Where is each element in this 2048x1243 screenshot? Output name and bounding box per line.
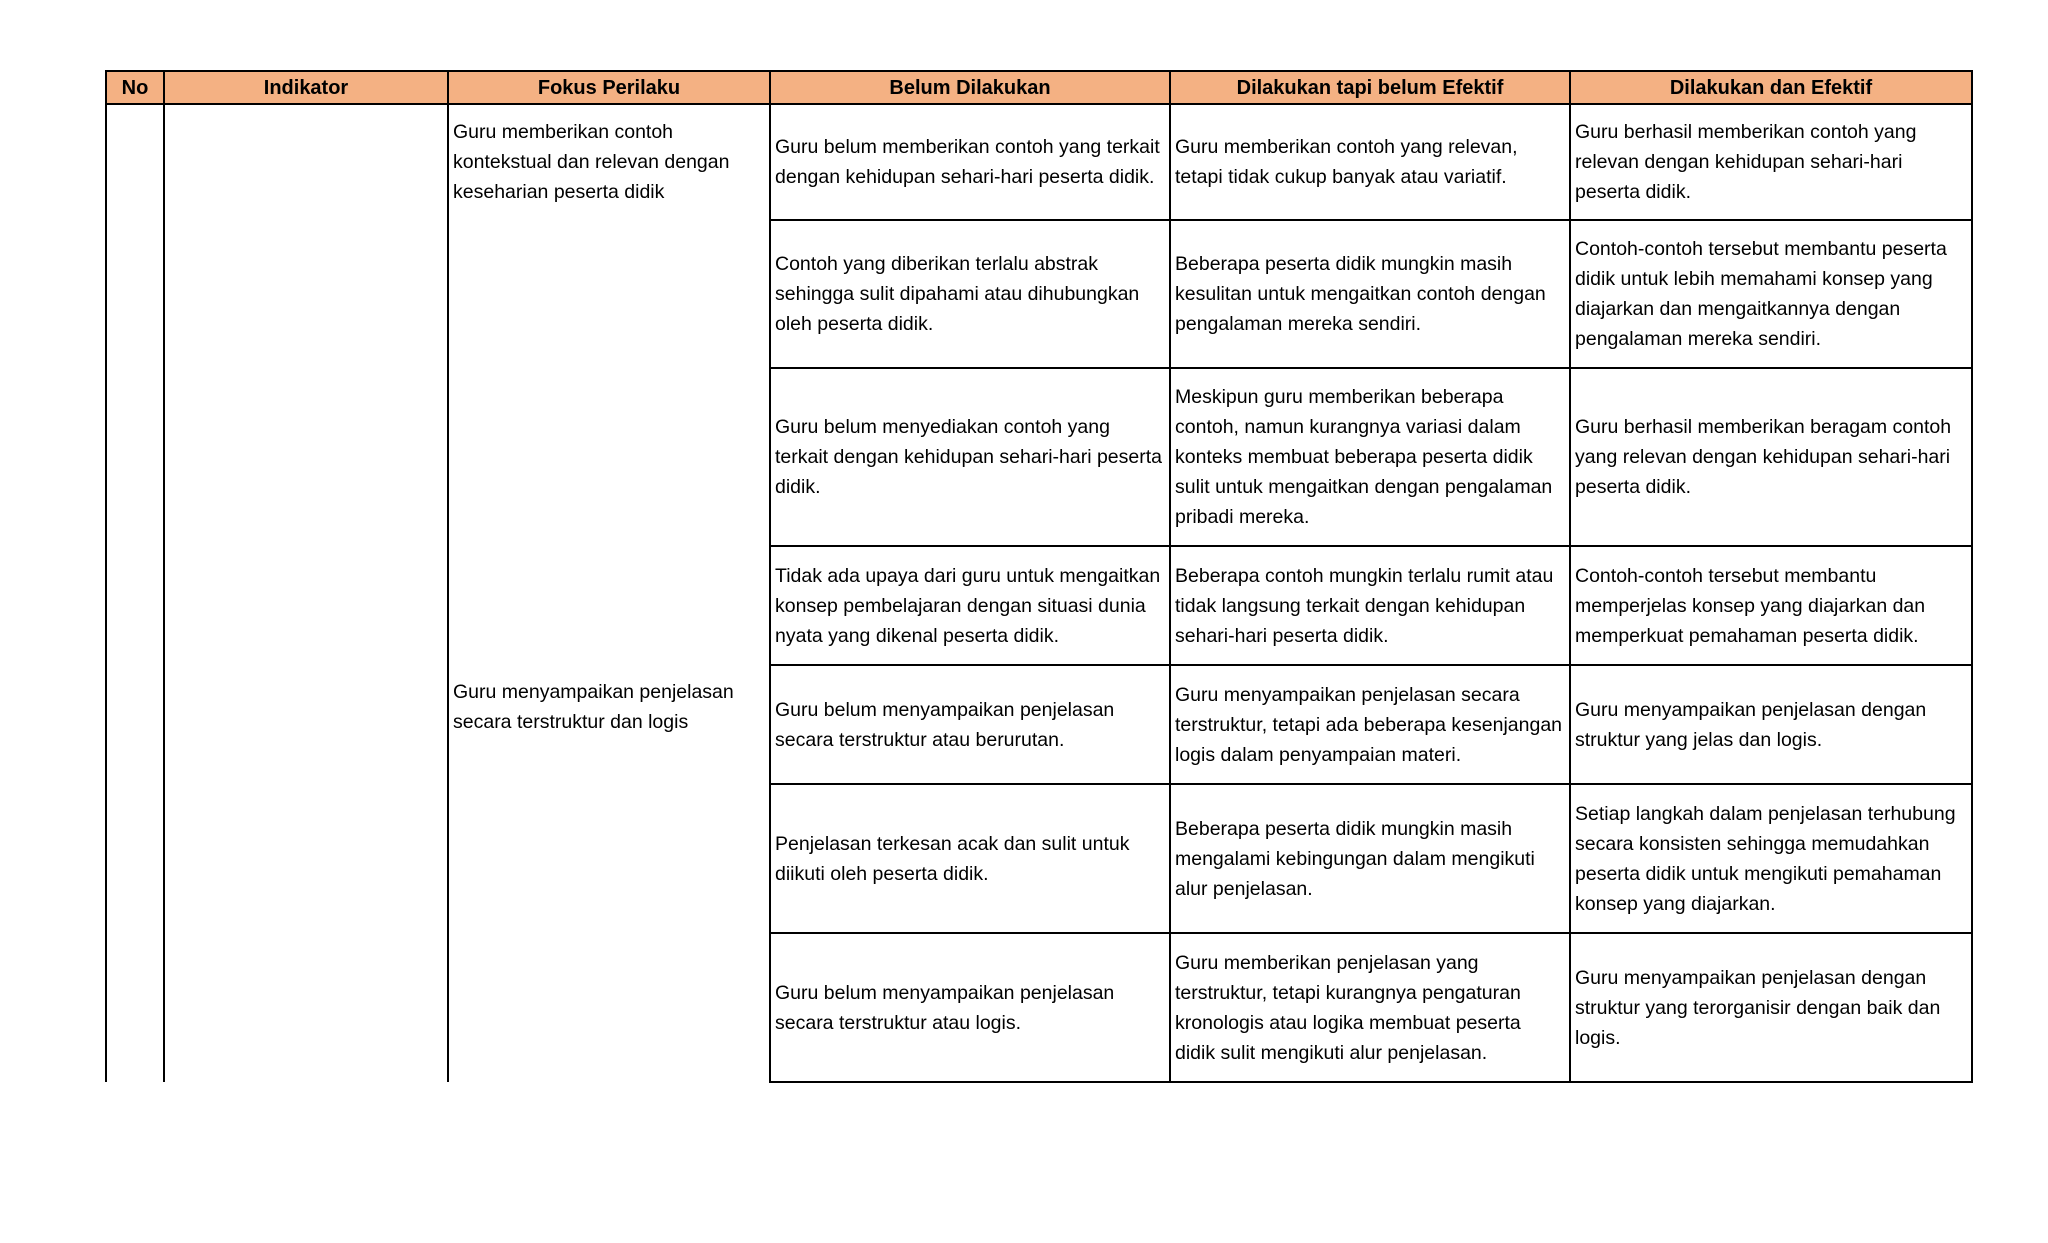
dilakukan-belum-efektif-cell: Beberapa peserta didik mungkin masih mengalami kebingungan dalam mengikuti alur penjelasan.: [1170, 784, 1570, 933]
indikator-cell: [164, 104, 448, 1082]
header-fokus-perilaku: Fokus Perilaku: [448, 71, 770, 104]
no-cell: [106, 104, 164, 1082]
header-dilakukan-efektif: Dilakukan dan Efektif: [1570, 71, 1972, 104]
header-dilakukan-belum-efektif: Dilakukan tapi belum Efektif: [1170, 71, 1570, 104]
belum-cell: Guru belum menyediakan contoh yang terkait dengan kehidupan sehari-hari peserta didik.: [770, 368, 1170, 546]
dilakukan-efektif-cell: Contoh-contoh tersebut membantu memperjelas konsep yang diajarkan dan memperkuat pemahaman peserta didik.: [1570, 546, 1972, 665]
table-header-row: [106, 71, 1972, 104]
dilakukan-efektif-cell: Guru berhasil memberikan contoh yang relevan dengan kehidupan sehari-hari peserta didik.: [1570, 104, 1972, 220]
dilakukan-belum-efektif-cell: Beberapa contoh mungkin terlalu rumit atau tidak langsung terkait dengan kehidupan sehari-hari peserta didik.: [1170, 546, 1570, 665]
belum-cell: Guru belum menyampaikan penjelasan secara terstruktur atau logis.: [770, 933, 1170, 1082]
belum-cell: Contoh yang diberikan terlalu abstrak sehingga sulit dipahami atau dihubungkan oleh peserta didik.: [770, 220, 1170, 368]
dilakukan-efektif-cell: Contoh-contoh tersebut membantu peserta didik untuk lebih memahami konsep yang diajarkan dan mengaitkannya dengan pengalaman mereka sendiri.: [1570, 220, 1972, 368]
dilakukan-efektif-cell: Guru menyampaikan penjelasan dengan struktur yang jelas dan logis.: [1570, 665, 1972, 784]
belum-cell: Tidak ada upaya dari guru untuk mengaitkan konsep pembelajaran dengan situasi dunia nyata yang dikenal peserta didik.: [770, 546, 1170, 665]
belum-cell: Guru belum memberikan contoh yang terkait dengan kehidupan sehari-hari peserta didik.: [770, 104, 1170, 220]
fokus-cell-contextual-examples: Guru memberikan contoh kontekstual dan relevan dengan keseharian peserta didik: [448, 104, 770, 665]
fokus-text-structured-explanation: Guru menyampaikan penjelasan secara terstruktur dan logis: [453, 681, 734, 733]
dilakukan-efektif-cell: Setiap langkah dalam penjelasan terhubung secara konsisten sehingga memudahkan peserta didik untuk mengikuti pemahaman konsep yang diajarkan.: [1570, 784, 1972, 933]
table-row: [106, 104, 1972, 220]
belum-cell: Guru belum menyampaikan penjelasan secara terstruktur atau berurutan.: [770, 665, 1170, 784]
dilakukan-belum-efektif-cell: Guru menyampaikan penjelasan secara terstruktur, tetapi ada beberapa kesenjangan logis dalam penyampaian materi.: [1170, 665, 1570, 784]
header-indikator: Indikator: [164, 71, 448, 104]
dilakukan-belum-efektif-cell: Guru memberikan penjelasan yang terstruktur, tetapi kurangnya pengaturan kronologis atau logika membuat peserta didik sulit mengikuti alur penjelasan.: [1170, 933, 1570, 1082]
header-no: No: [106, 71, 164, 104]
dilakukan-belum-efektif-cell: Guru memberikan contoh yang relevan, tetapi tidak cukup banyak atau variatif.: [1170, 104, 1570, 220]
dilakukan-efektif-cell: Guru berhasil memberikan beragam contoh yang relevan dengan kehidupan sehari-hari peserta didik.: [1570, 368, 1972, 546]
dilakukan-belum-efektif-cell: Meskipun guru memberikan beberapa contoh, namun kurangnya variasi dalam konteks membuat beberapa peserta didik sulit untuk mengaitkan dengan pengalaman pribadi mereka.: [1170, 368, 1570, 546]
dilakukan-efektif-cell: Guru menyampaikan penjelasan dengan struktur yang terorganisir dengan baik dan logis.: [1570, 933, 1972, 1082]
belum-cell: Penjelasan terkesan acak dan sulit untuk diikuti oleh peserta didik.: [770, 784, 1170, 933]
dilakukan-belum-efektif-cell: Beberapa peserta didik mungkin masih kesulitan untuk mengaitkan contoh dengan pengalaman mereka sendiri.: [1170, 220, 1570, 368]
fokus-cell-structured-explanation: [448, 665, 770, 1082]
header-belum-dilakukan: Belum Dilakukan: [770, 71, 1170, 104]
rubric-table: [105, 70, 1973, 1083]
